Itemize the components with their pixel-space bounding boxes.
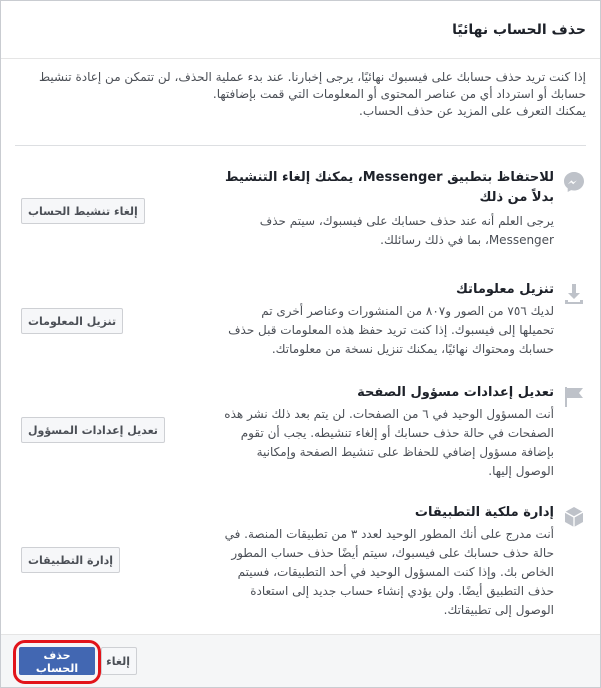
- learn-more-link[interactable]: يمكنك التعرف على المزيد عن حذف الحساب.: [359, 104, 586, 118]
- section-title: إدارة ملكية التطبيقات: [414, 505, 554, 520]
- dialog-footer: [1, 634, 600, 687]
- download-info-button[interactable]: تنزيل المعلومات: [21, 308, 123, 334]
- section-description: أنت مدرج على أنك المطور الوحيد لعدد ٣ من تطبيقات المنصة. في حالة حذف حسابك على فيسبوك، سيتم أيضًا حذف حساب المطور الخاص بك. وإذا كنت المسؤول الوحيد في أحد التطبيقات، فسيتم حذف التطبيق أيضًا. ولن يؤدي إنشاء حساب جديد إلى استعادة الوصول إلى تطبيقاتك.: [224, 527, 554, 617]
- flag-icon: [560, 383, 588, 411]
- cancel-button[interactable]: إلغاء: [101, 647, 137, 675]
- section-description: لديك ٧٥٦ من الصور و٨٠٧ من المنشورات وعناصر أخرى تم تحميلها إلى فيسبوك. إذا كنت تريد حفظ هذه المعلومات قبل حذف حسابك ومحتواك نهائيًا، يمكنك تنزيل نسخة من معلوماتك.: [228, 304, 554, 356]
- divider: [15, 145, 586, 146]
- section-description: أنت المسؤول الوحيد في ٦ من الصفحات. لن يتم بعد ذلك نشر هذه الصفحات في حالة حذف حسابك أو إلغاء تنشيطه. يجب أن تقوم بإضافة مسؤول إضافي للحفاظ على تنشيط الصفحة وإمكانية الوصول إليها.: [224, 407, 554, 478]
- intro-paragraph: إذا كنت تريد حذف حسابك على فيسبوك نهائيًا، يرجى إخبارنا. عند بدء عملية الحذف، لن تتمكن من إعادة تنشيط حسابك أو استرداد أي من عناصر المحتوى أو المعلومات التي قمت بإضافتها.: [38, 70, 586, 101]
- messenger-icon: [560, 168, 588, 196]
- cube-icon: [560, 503, 588, 531]
- section-title: تعديل إعدادات مسؤول الصفحة: [357, 385, 554, 400]
- section-description: يرجى العلم أنه عند حذف حسابك على فيسبوك، سيتم حذف Messenger، بما في ذلك رسائلك.: [259, 214, 554, 247]
- section-title: تنزيل معلوماتك: [455, 282, 554, 297]
- dialog-header: [1, 1, 600, 59]
- delete-account-button[interactable]: حذف الحساب: [19, 647, 95, 675]
- edit-admin-settings-button[interactable]: تعديل إعدادات المسؤول: [21, 417, 165, 443]
- dialog-title: حذف الحساب نهائيًا: [452, 21, 586, 38]
- download-icon: [560, 280, 588, 308]
- deactivate-account-button[interactable]: إلغاء تنشيط الحساب: [21, 198, 145, 224]
- section-title: للاحتفاظ بتطبيق Messenger، يمكنك إلغاء التنشيط بدلاً من ذلك: [225, 170, 554, 205]
- manage-apps-button[interactable]: إدارة التطبيقات: [21, 547, 120, 573]
- intro-text: [1, 59, 600, 133]
